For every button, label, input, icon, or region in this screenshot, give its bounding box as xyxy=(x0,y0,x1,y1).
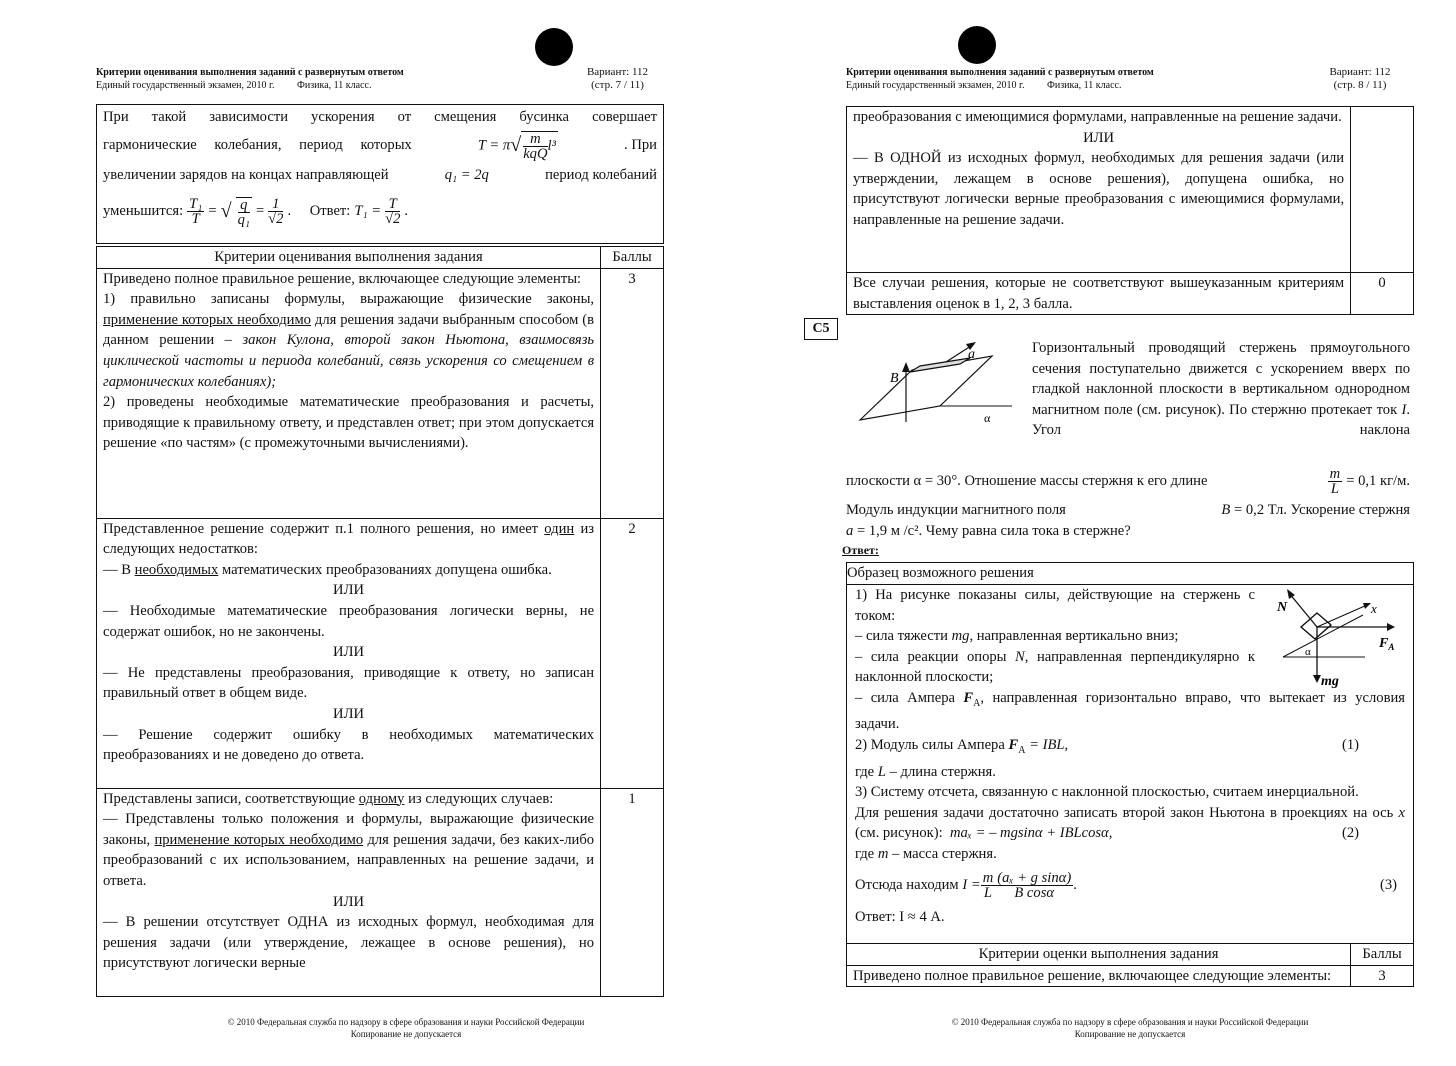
label-N: N xyxy=(1277,600,1288,615)
header-subject: Физика, 11 класс. xyxy=(1046,80,1122,91)
left-header-variant xyxy=(570,66,665,92)
problem-line-field: Модуль индукции магнитного поля B = 0,2 Тл. Ускорение стержня xyxy=(846,502,1410,518)
x-axis-arrow xyxy=(1363,603,1371,609)
criteria-header: Критерии оценивания выполнения задания xyxy=(97,247,601,269)
label-B: B xyxy=(890,371,899,386)
page-number: (стр. 7 / 11) xyxy=(591,79,644,91)
field-arrow-head xyxy=(902,362,910,372)
copy-notice: Копирование не допускается xyxy=(1074,1029,1186,1039)
right-page xyxy=(728,0,1456,1066)
criteria-header: Критерии оценки выполнения задания xyxy=(847,944,1351,966)
table-row: Представленное решение содержит п.1 полного решения, но имеет один из следующих недостатков: — В необходимых математических преобразованиях допущена ошибка. ИЛИ — Необходимые математические преобразования логически верны, не содержат ошибок, но не закончены. ИЛИ — Не представлены преобразования, приводящие к ответу, но записан правильный ответ в общем виде. ИЛИ — Решение содержит ошибку в необходимых математических преобразованиях и не доведено до ответа. 2 xyxy=(97,518,664,788)
solution-head: Образец возможного решения xyxy=(847,563,1413,585)
points-cell: 3 xyxy=(1351,965,1414,987)
label-FA: $F_A$ xyxy=(1379,636,1395,652)
problem-line-angle: плоскости α = 30°. Отношение массы стержня к его длине $\frac{m}{L}$ = 0,1 кг/м. xyxy=(846,465,1410,497)
copy-notice: Копирование не допускается xyxy=(350,1029,462,1039)
criteria-table-continued xyxy=(846,106,1414,315)
label-mg: mg xyxy=(1321,674,1339,689)
normal-arrow-head xyxy=(1287,589,1295,599)
label-a: a xyxy=(968,347,975,362)
right-header-variant xyxy=(1310,66,1410,92)
inclined-plane-figure xyxy=(850,336,1030,440)
table-row: Приведено полное правильное решение, включающее следующие элементы: 3 xyxy=(847,965,1414,987)
table-header-row xyxy=(847,944,1414,966)
criteria-table xyxy=(96,246,664,997)
left-header xyxy=(96,66,496,92)
problem-line-accel: a = 1,9 м /с². Чему равна сила тока в стержне? xyxy=(846,523,1131,539)
gravity-arrow-head xyxy=(1313,675,1321,683)
table-row: преобразования с имеющимися формулами, направленные на решение задачи. ИЛИ — В ОДНОЙ из исходных формул, необходимых для решения задачи (или утверждении, лежащем в основе решения), допущена ошибка, но присутствуют логически верные преобразования с имеющимися формулами, направленные на решение задачи. xyxy=(847,107,1414,273)
header-subject: Физика, 11 класс. xyxy=(296,80,372,91)
points-cell: 1 xyxy=(601,788,664,996)
rod-shape xyxy=(910,358,970,372)
plane-edge-line xyxy=(992,356,1012,406)
solution-box: Образец возможного решения 1) На рисунке показаны силы, действующие на стержень с током: – сила тяжести mg, направленная вертикально вниз; – сила реакции опоры N, направленная перпендикулярно к наклонной плоскости; – сила Ампера $F_A$, направленная горизонтально вправо, что вытекает из условия задачи. 2) Модуль силы Ампера $F_A$ = IBL, (1) где L – длина стержня. 3) Систему отсчета, связанную с наклонной плоскостью, считаем инерциальной. Для решения задачи достаточно записать второй закон Ньютона в проекциях на ось x (см. рисунок): maₓ = – mgsinα + IBLcosα, (2) где m – масса стержня. Отсюда находим I = $\frac{m}{L}$ $\frac{\text{(aₓ + g sinα)}}{\text{B cosα}}$ . (3) Ответ: I ≈ 4 А. N x $F_A$ α mg xyxy=(846,562,1414,944)
copyright: © 2010 Федеральная служба по надзору в сфере образования и науки Российской Федерации xyxy=(951,1017,1309,1027)
table-row: Приведено полное правильное решение, включающее следующие элементы: 1) правильно записаны формулы, выражающие физические законы, применение которых необходимо для решения задачи выбранным способом (в данном решении – закон Кулона, второй закон Ньютона, взаимосвязь циклической частоты и периода колебаний, связь ускорения со смещением в гармонических колебаниях); 2) проведены необходимые математические преобразования и расчеты, приводящие к правильному ответу, и представлен ответ; при этом допускается решение «по частям» (с промежуточными вычислениями). 3 xyxy=(97,268,664,518)
answer-label: Ответ: xyxy=(842,543,879,557)
normal-force-vector xyxy=(1289,593,1317,627)
points-cell: 3 xyxy=(601,268,664,518)
intro-line-2: гармонические колебания, период которых T = π√ $\frac{m}{\text{kqQ}}$ l³ . При xyxy=(103,130,657,162)
page-number: (стр. 8 / 11) xyxy=(1333,79,1387,91)
header-exam: Единый государственный экзамен, 2010 г. xyxy=(96,80,275,91)
copyright: © 2010 Федеральная служба по надзору в сфере образования и науки Российской Федерации xyxy=(227,1017,585,1027)
label-alpha: α xyxy=(1305,646,1311,658)
points-header: Баллы xyxy=(1351,944,1414,966)
table-row: Представлены записи, соответствующие одному из следующих случаев: — Представлены только положения и формулы, выражающие физические законы, применение которых необходимо для решения задачи, без каких-либо преобразований с их использованием, направленных на решение задачи, и ответа. ИЛИ — В решении отсутствует ОДНА из исходных формул, необходимая для решения задачи (или утверждение, лежащее в основе решения), но присутствуют логически верные 1 xyxy=(97,788,664,996)
table-header-row xyxy=(97,247,664,269)
ampere-arrow-head xyxy=(1387,623,1395,631)
problem-text-side: Горизонтальный проводящий стержень прямоугольного сечения поступательно движется с ускорением вверх по гладкой наклонной плоскости в вертикальном однородном магнитном поле (см. рисунок). По стержню протекает ток I. Угол наклона xyxy=(1032,340,1410,439)
right-header xyxy=(846,66,1246,92)
label-alpha: α xyxy=(984,411,991,425)
header-title: Критерии оценивания выполнения заданий с развернутым ответом xyxy=(846,67,1154,78)
table-row: Все случаи решения, которые не соответствуют вышеуказанным критериям выставления оценок в 1, 2, 3 балла. 0 xyxy=(847,273,1414,315)
intro-line-3: увеличении зарядов на концах направляющей q₁ = 2q период колебаний xyxy=(103,167,657,184)
answer-label: Ответ: xyxy=(309,203,351,220)
period-formula: T = π√ $\frac{m}{\text{kqQ}}$ l³ xyxy=(477,130,556,162)
black-dot-icon xyxy=(535,28,573,66)
force-diagram xyxy=(1275,585,1407,689)
variant-label: Вариант: 112 xyxy=(1329,66,1391,78)
intro-box xyxy=(96,104,664,244)
points-header: Баллы xyxy=(601,247,664,269)
label-x: x xyxy=(1371,601,1377,616)
points-cell: 2 xyxy=(601,518,664,788)
criteria-table-bottom xyxy=(846,943,1414,987)
header-title: Критерии оценивания выполнения заданий с развернутым ответом xyxy=(96,67,404,78)
right-footer xyxy=(846,1016,1414,1040)
left-footer xyxy=(96,1016,716,1040)
variant-label: Вариант: 112 xyxy=(586,66,649,78)
black-dot-icon xyxy=(958,26,996,64)
header-exam: Единый государственный экзамен, 2010 г. xyxy=(846,80,1025,91)
intro-line-4: уменьшится: $\frac{\text{T₁}}{T}$ = √ $\frac{q}{\text{q₁}}$ = $\frac{1}{√2}$ . Ответ: T₁ = $\frac{T}{√2}$ . xyxy=(103,196,409,228)
task-label: С5 xyxy=(804,318,838,340)
intro-line-1: При такой зависимости ускорения от смещения бусинка совершает xyxy=(103,109,657,125)
x-axis xyxy=(1317,605,1367,627)
incline-line xyxy=(1283,615,1363,657)
points-cell: 0 xyxy=(1351,273,1414,315)
